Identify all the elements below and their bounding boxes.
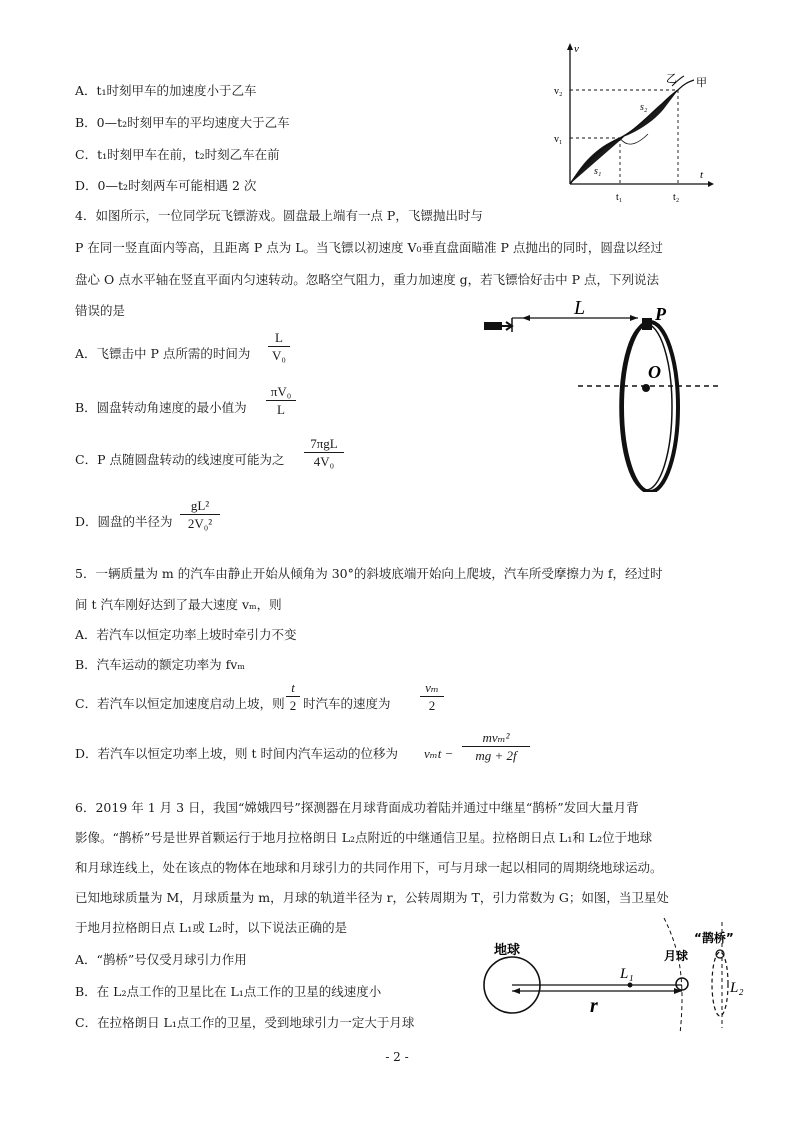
q4-d-denominator: 2V₀²	[187, 516, 213, 531]
q4-d-fraction	[180, 498, 220, 531]
q4-stem-line4: 错误的是	[75, 303, 126, 318]
q4-b-numerator: πV₀	[270, 384, 292, 399]
s2-label: s₂	[640, 102, 648, 113]
q5-d-prefix: vₘt −	[424, 746, 454, 761]
q6-option-b: B．在 L₂点工作的卫星比在 L₁点工作的卫星的线速度小	[75, 984, 382, 999]
dart-disk-figure	[478, 296, 738, 492]
q3-option-a: A．t₁时刻甲车的加速度小于乙车	[75, 83, 257, 98]
moon-label: 月球	[664, 949, 689, 963]
distance-label: L	[574, 297, 586, 319]
page-number: - 2 -	[385, 1050, 409, 1064]
q5-c-v-denominator: 2	[428, 698, 436, 713]
q4-stem-line1: 4．如图所示，一位同学玩飞镖游戏。圆盘最上端有一点 P，飞镖抛出时与	[75, 208, 483, 223]
q5-c-t-numerator: t	[291, 680, 295, 695]
q5-d-numerator: mvₘ²	[482, 730, 510, 745]
v-axis-label: v	[574, 43, 579, 55]
t-axis-label: t	[700, 169, 704, 181]
q4-c-fraction	[304, 436, 344, 469]
q3-option-b: B．0—t₂时刻甲车的平均速度大于乙车	[75, 115, 290, 130]
q5-option-d-part1: D．若汽车以恒定功率上坡，则 t 时间内汽车运动的位移为	[75, 746, 398, 761]
vt-graph	[548, 38, 718, 210]
q3-option-d: D．0—t₂时刻两车可能相遇 2 次	[75, 178, 257, 193]
jia-label: 甲	[696, 76, 707, 89]
l1-label: L₁	[620, 966, 634, 982]
q4-option-b: B．圆盘转动角速度的最小值为	[75, 400, 247, 415]
q4-option-d: D．圆盘的半径为	[75, 514, 173, 529]
v1-label: v₁	[554, 134, 563, 145]
q4-d-numerator: gL²	[190, 498, 210, 513]
q5-d-fraction	[462, 730, 530, 763]
s1-label: s₁	[594, 166, 602, 177]
radius-r-label: r	[590, 995, 598, 1017]
q4-a-denominator: V₀	[272, 348, 286, 363]
q4-option-a: A．飞镖击中 P 点所需的时间为	[75, 346, 251, 361]
q5-option-b: B．汽车运动的额定功率为 fvₘ	[75, 657, 246, 672]
q5-c-v-fraction	[420, 680, 444, 713]
q6-stem-line2: 影像。“鹊桥”号是世界首颗运行于地月拉格朗日 L₂点附近的中继通信卫星。拉格朗日点 L₁和 L₂位于地球	[75, 830, 653, 845]
q6-stem-line1: 6．2019 年 1 月 3 日，我国“嫦娥四号”探测器在月球背面成功着陆并通过中继星“鹊桥”发回大量月背	[75, 800, 639, 815]
center-o-label: O	[648, 362, 661, 382]
q4-option-c: C．P 点随圆盘转动的线速度可能为之	[75, 452, 285, 467]
q4-c-numerator: 7πgL	[310, 436, 338, 451]
q4-stem-line2: P 在同一竖直面内等高，且距离 P 点为 L。当飞镖以初速度 V₀垂直盘面瞄准 P 点抛出的同时，圆盘以经过	[75, 240, 663, 255]
q5-c-t-denominator: 2	[289, 698, 297, 713]
earth-label: 地球	[494, 943, 521, 958]
q3-option-c: C．t₁时刻甲车在前，t₂时刻乙车在前	[75, 147, 280, 162]
l2-label: L₂	[730, 980, 744, 996]
v2-label: v₂	[554, 86, 563, 97]
point-p-label: P	[655, 304, 666, 324]
q5-d-denominator: mg + 2f	[475, 748, 517, 763]
q6-option-a: A．“鹊桥”号仅受月球引力作用	[75, 952, 247, 967]
q5-stem-line1: 5．一辆质量为 m 的汽车由静止开始从倾角为 30°的斜坡底端开始向上爬坡，汽车所受摩擦力为 f，经过时	[75, 566, 663, 581]
q5-c-v-numerator: vₘ	[425, 680, 439, 695]
q5-stem-line2: 间 t 汽车刚好达到了最大速度 vₘ，则	[75, 597, 282, 612]
q5-option-a: A．若汽车以恒定功率上坡时牵引力不变	[75, 627, 297, 642]
yi-label: 乙	[666, 72, 677, 85]
queqiao-label: “鹊桥”	[694, 931, 734, 945]
q6-stem-line4: 已知地球质量为 M，月球质量为 m，月球的轨道半径为 r，公转周期为 T，引力常数为 G；如图，当卫星处	[75, 890, 669, 905]
q4-stem-line3: 盘心 O 点水平轴在竖直平面内匀速转动。忽略空气阻力，重力加速度 g，若飞镖恰好击中 P 点，下列说法	[75, 272, 660, 287]
q4-b-denominator: L	[277, 402, 285, 417]
q4-b-fraction	[266, 384, 296, 417]
q4-a-numerator: L	[275, 330, 283, 345]
q6-stem-line3: 和月球连线上，处在该点的物体在地球和月球引力的共同作用下，可与月球一起以相同的周期绕地球运动。	[75, 860, 663, 875]
q5-option-c-part2: 时汽车的速度为	[303, 696, 391, 711]
q6-stem-line5: 于地月拉格朗日点 L₁或 L₂时，以下说法正确的是	[75, 920, 348, 935]
t1-label: t₁	[616, 192, 623, 203]
q6-option-c: C．在拉格朗日 L₁点工作的卫星，受到地球引力一定大于月球	[75, 1015, 415, 1030]
q4-c-denominator: 4V₀	[313, 454, 335, 469]
lagrange-figure	[472, 916, 754, 1034]
t2-label: t₂	[673, 192, 680, 203]
q5-option-c-part1: C．若汽车以恒定加速度启动上坡，则	[75, 696, 285, 711]
q4-a-fraction	[268, 330, 290, 363]
q5-c-t-fraction	[286, 680, 300, 713]
